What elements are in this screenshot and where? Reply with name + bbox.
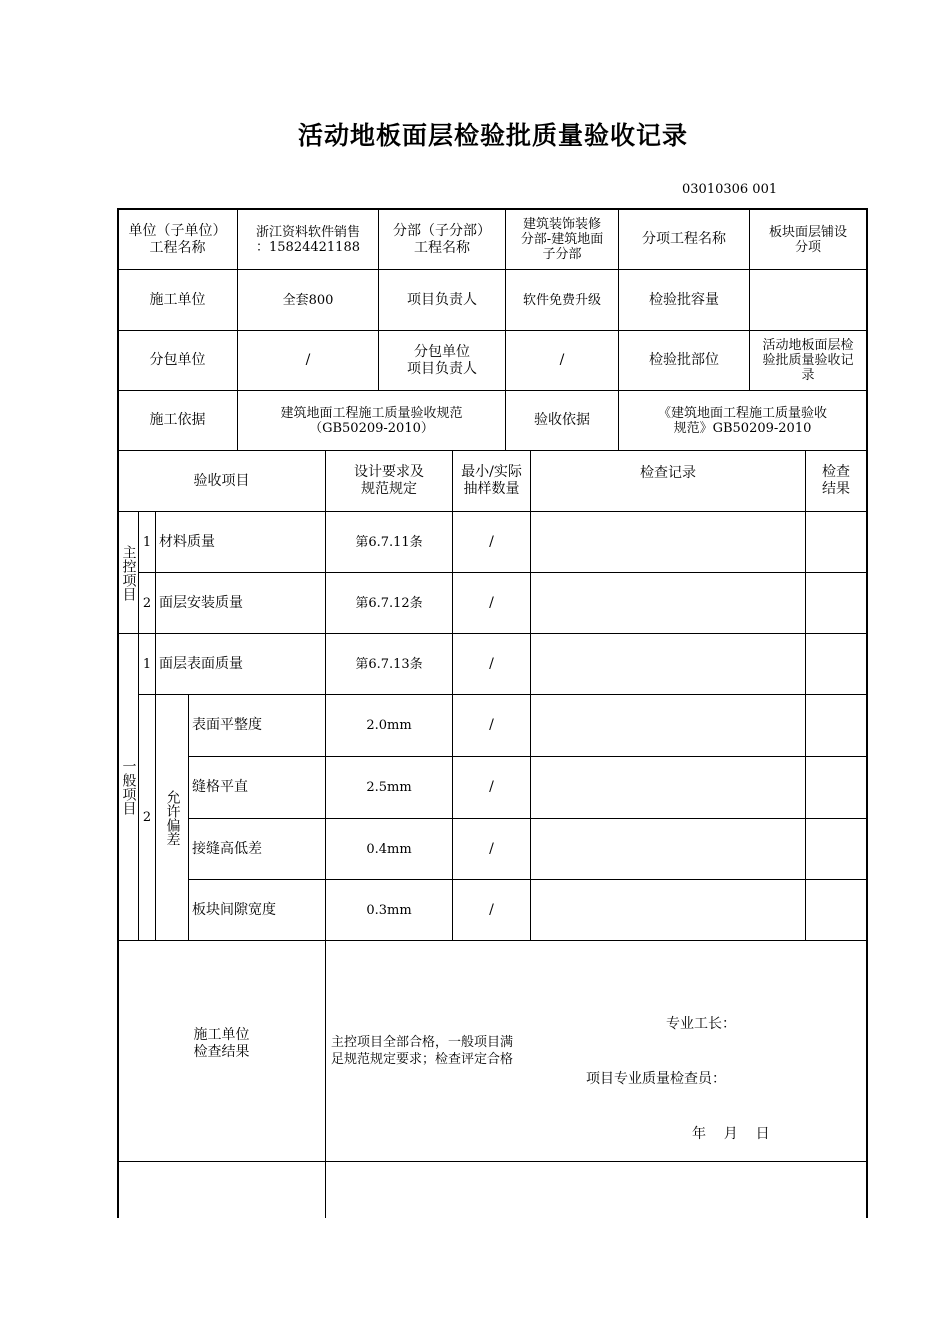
tolerance-2-spec: 2.5mm bbox=[366, 780, 412, 795]
location-label: 检验批部位 bbox=[649, 352, 719, 368]
basis-label: 施工依据 bbox=[149, 412, 206, 428]
inspection-label: 施工单位 检查结果 bbox=[193, 1027, 250, 1060]
manager-label: 项目负责人 bbox=[407, 291, 477, 308]
capacity-label: 检验批容量 bbox=[649, 291, 719, 308]
general-row-2-no: 2 bbox=[142, 810, 152, 825]
subitem-label: 分项工程名称 bbox=[642, 231, 726, 247]
sub-manager-label: 分包单位 项目负责人 bbox=[407, 343, 477, 377]
main-row-2-no: 2 bbox=[142, 595, 152, 611]
tolerance-label: 允许偏差 bbox=[164, 789, 181, 846]
basis-value: 建筑地面工程施工质量验收规范 （GB50209-2010） bbox=[280, 405, 463, 436]
general-group: 一般项目 bbox=[120, 759, 137, 815]
general-row-1-sample: / bbox=[489, 655, 494, 672]
tolerance-4-name: 板块间隙宽度 bbox=[192, 901, 276, 918]
tolerance-4-sample: / bbox=[489, 901, 494, 918]
subitem-value: 板块面层铺设 分项 bbox=[768, 224, 847, 255]
capacity-value bbox=[750, 270, 866, 330]
col-sample-header: 最小/实际 抽样数量 bbox=[461, 464, 522, 497]
accept-basis-value: 《建筑地面工程施工质量验收 规范》GB50209-2010 bbox=[657, 405, 827, 436]
general-row-1-name: 面层表面质量 bbox=[159, 655, 243, 672]
main-row-1-spec: 第6.7.11条 bbox=[355, 534, 423, 550]
tolerance-4-spec: 0.3mm bbox=[366, 902, 412, 918]
division-label: 分部（子分部） 工程名称 bbox=[393, 222, 491, 256]
tolerance-3-name: 接缝高低差 bbox=[192, 840, 262, 857]
subcontractor-value: / bbox=[305, 352, 311, 368]
main-row-2-sample: / bbox=[489, 594, 494, 611]
main-row-2-name: 面层安装质量 bbox=[159, 594, 243, 611]
main-control-group: 主控项目 bbox=[120, 544, 137, 601]
tolerance-2-sample: / bbox=[489, 779, 494, 795]
contractor-value: 全套800 bbox=[282, 292, 334, 308]
tolerance-1-spec: 2.0mm bbox=[366, 718, 412, 733]
tolerance-3-sample: / bbox=[489, 840, 494, 857]
general-row-1-spec: 第6.7.13条 bbox=[355, 656, 423, 672]
accept-basis-label: 验收依据 bbox=[534, 412, 590, 428]
sub-manager-value: / bbox=[559, 352, 565, 368]
subcontractor-label: 分包单位 bbox=[149, 352, 206, 368]
unit-label: 单位（子单位） 工程名称 bbox=[128, 222, 227, 256]
col-design-header: 设计要求及 规范规定 bbox=[354, 464, 424, 497]
tolerance-3-spec: 0.4mm bbox=[366, 841, 412, 857]
document-number: 03010306 001 bbox=[682, 182, 778, 197]
col-item-header: 验收项目 bbox=[193, 472, 250, 489]
main-row-1-name: 材料质量 bbox=[159, 533, 215, 550]
main-row-1-sample: / bbox=[489, 533, 494, 550]
quality-inspector-label: 项目专业质量检查员： bbox=[586, 1071, 726, 1087]
main-row-2-spec: 第6.7.12条 bbox=[355, 595, 423, 611]
location-value: 活动地板面层检 验批质量验收记 录 bbox=[762, 338, 854, 383]
inspection-conclusion: 主控项目全部合格，一般项目满 足规范规定要求；检查评定合格 bbox=[331, 1035, 514, 1067]
tolerance-1-sample: / bbox=[489, 717, 494, 733]
tolerance-1-name: 表面平整度 bbox=[192, 717, 262, 733]
main-row-1-no: 1 bbox=[142, 534, 152, 550]
unit-value: 浙江资料软件销售 ：15824421188 bbox=[255, 224, 360, 255]
page-title: 活动地板面层检验批质量验收记录 bbox=[297, 121, 688, 150]
division-value: 建筑装饰装修 分部-建筑地面 子分部 bbox=[520, 217, 604, 262]
col-record-header: 检查记录 bbox=[640, 464, 696, 481]
col-result-header: 检查 结果 bbox=[822, 464, 850, 497]
manager-value: 软件免费升级 bbox=[522, 292, 601, 308]
contractor-label: 施工单位 bbox=[149, 291, 206, 308]
general-row-1-no: 1 bbox=[142, 656, 152, 672]
tolerance-2-name: 缝格平直 bbox=[192, 779, 248, 795]
date-line: 年 月 日 bbox=[692, 1126, 770, 1142]
foreman-label: 专业工长： bbox=[666, 1016, 736, 1032]
